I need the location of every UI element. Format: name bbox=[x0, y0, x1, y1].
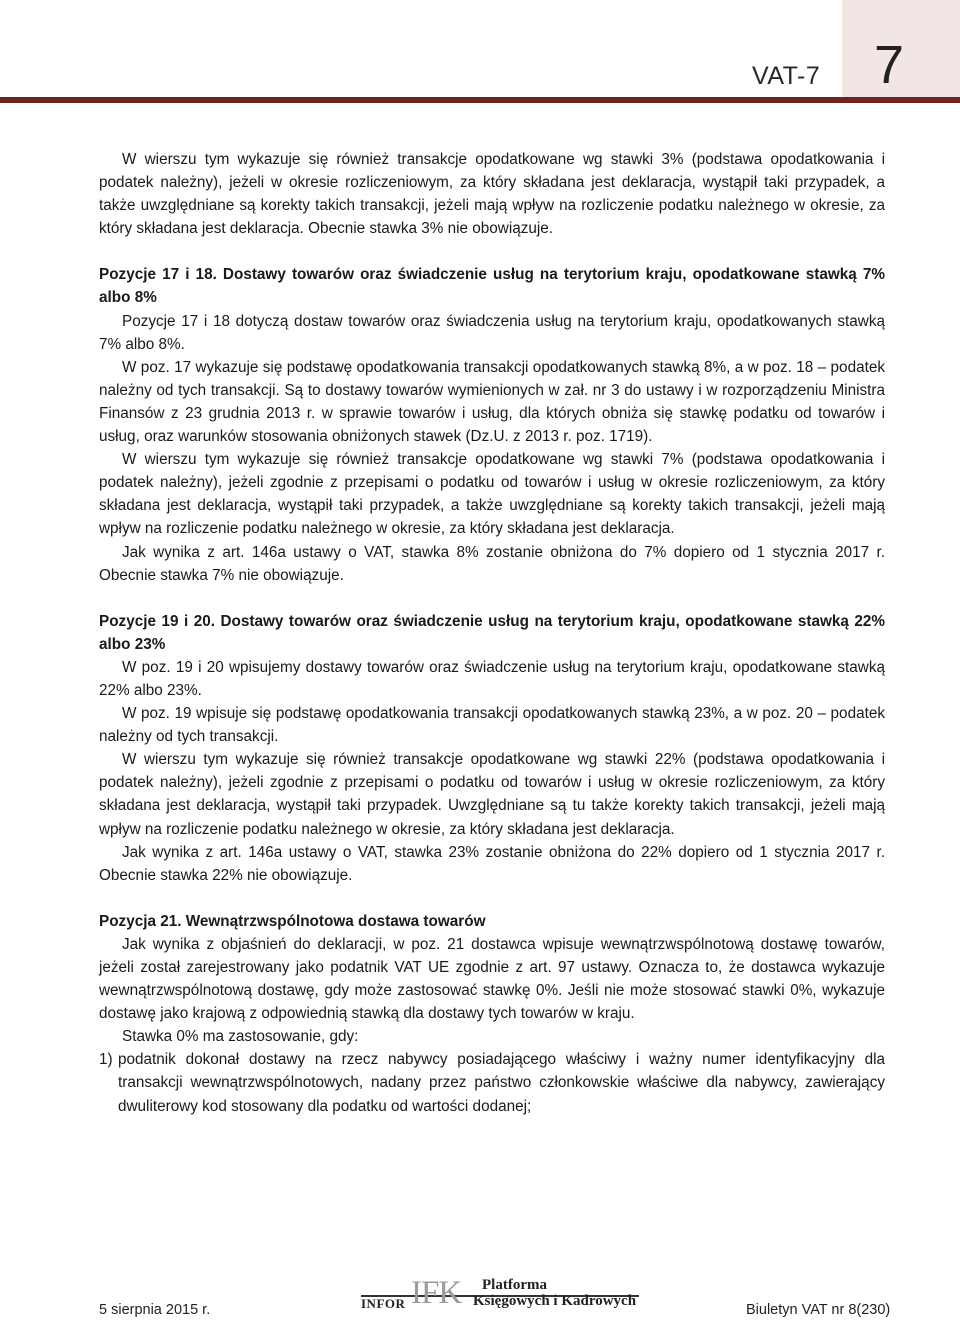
section-heading: Pozycje 17 i 18. Dostawy towarów oraz świadczenie usług na terytorium kraju, opodatkowane stawką 7% albo 8% bbox=[99, 266, 885, 307]
logo-infor-text: INFOR bbox=[361, 1296, 406, 1311]
infor-ifk-logo bbox=[361, 1276, 641, 1310]
paragraph: Jak wynika z objaśnień do deklaracji, w poz. 21 dostawca wpisuje wewnątrzwspólnotową dostawę towarów, jeżeli został zarejestrowany jako podatnik VAT UE zgodnie z art. 97 ustawy. Oznacza to, że dostawca wykazuje wewnątrzwspólnotową dostawę, gdy może zastosować stawkę 0%. Jeśli nie może stosować stawki 0%, wykazuje dostawę jako krajową z odpowiednią stawką dla dostawy tych towarów w kraju. bbox=[99, 935, 885, 1023]
list-item bbox=[99, 1048, 885, 1117]
list-item-number: 1) bbox=[99, 1051, 113, 1069]
paragraph: W poz. 19 i 20 wpisujemy dostawy towarów oraz świadczenie usług na terytorium kraju, opodatkowane stawką 22% albo 23%. bbox=[99, 658, 885, 699]
section-heading: Pozycje 19 i 20. Dostawy towarów oraz świadczenie usług na terytorium kraju, opodatkowane stawką 22% albo 23% bbox=[99, 612, 885, 653]
header-title: VAT-7 bbox=[752, 62, 821, 90]
page-number: 7 bbox=[874, 35, 905, 95]
list-item-text: podatnik dokonał dostawy na rzecz nabywcy posiadającego właściwy i ważny numer identyfikacyjny dla transakcji wewnątrzwspólnotowych, nadany przez państwo członkowskie właściwe dla nabywcy, zawierający dwuliterowy kod stosowany dla podatku od wartości dodanej; bbox=[118, 1051, 885, 1115]
footer-date: 5 sierpnia 2015 r. bbox=[99, 1302, 211, 1318]
paragraph: W poz. 19 wpisuje się podstawę opodatkowania transakcji opodatkowanych stawką 23%, a w poz. 20 – podatek należny od tych transakcji. bbox=[99, 705, 885, 746]
logo-subtitle-text: Księgowych i Kadrowych bbox=[473, 1293, 637, 1309]
paragraph: W wierszu tym wykazuje się również transakcje opodatkowane wg stawki 22% (podstawa opodatkowania i podatek należny), jeżeli zgodnie z przepisami o podatku od towarów i usług w okresie rozliczeniowym, za który składana jest deklaracja, wystąpił taki przypadek. Uwzględniane są tu także korekty takich transakcji, jeżeli mają wpływ na rozliczenie podatku należnego w okresie, za który składana jest deklaracja. bbox=[99, 751, 885, 838]
article-body bbox=[99, 148, 885, 1118]
paragraph: Pozycje 17 i 18 dotyczą dostaw towarów oraz świadczenia usług na terytorium kraju, opodatkowanych stawką 7% albo 8%. bbox=[99, 312, 885, 353]
logo-ifk-text: IFK bbox=[411, 1275, 462, 1311]
paragraph: W wierszu tym wykazuje się również transakcje opodatkowane wg stawki 3% (podstawa opodatkowania i podatek należny), jeżeli w okresie rozliczeniowym, za który składana jest deklaracja, wystąpił taki przypadek, a także uwzględniane są korekty takich transakcji, jeżeli mają wpływ na rozliczenie podatku należnego w okresie, za który składana jest deklaracja. Obecnie stawka 3% nie obowiązuje. bbox=[99, 151, 885, 238]
paragraph: Jak wynika z art. 146a ustawy o VAT, stawka 23% zostanie obniżona do 22% dopiero od 1 stycznia 2017 r. Obecnie stawka 22% nie obowiązuje. bbox=[99, 843, 885, 884]
logo-platform-text: Platforma bbox=[482, 1277, 547, 1293]
paragraph: Jak wynika z art. 146a ustawy o VAT, stawka 8% zostanie obniżona do 7% dopiero od 1 stycznia 2017 r. Obecnie stawka 7% nie obowiązuje. bbox=[99, 543, 885, 584]
header-rule bbox=[0, 97, 960, 103]
section-heading: Pozycja 21. Wewnątrzwspólnotowa dostawa towarów bbox=[99, 912, 486, 930]
paragraph: Stawka 0% ma zastosowanie, gdy: bbox=[122, 1028, 359, 1046]
paragraph: W wierszu tym wykazuje się również transakcje opodatkowane wg stawki 7% (podstawa opodatkowania i podatek należny), jeżeli zgodnie z przepisami o podatku od towarów i usług w okresie rozliczeniowym, za który składana jest deklaracja, wystąpił taki przypadek, a także uwzględniane są korekty takich transakcji, jeżeli mają wpływ na rozliczenie podatku należnego w okresie, za który składana jest deklaracja. bbox=[99, 451, 885, 538]
footer-issue: Biuletyn VAT nr 8(230) bbox=[746, 1302, 891, 1318]
paragraph: W poz. 17 wykazuje się podstawę opodatkowania transakcji opodatkowanych stawką 8%, a w poz. 18 – podatek należny od tych transakcji. Są to dostawy towarów wymienionych w zał. nr 3 do ustawy i w rozporządzeniu Ministra Finansów z 23 grudnia 2013 r. w sprawie towarów i usług, dla których obniża się stawkę podatku od towarów i usług, oraz warunków stosowania obniżonych stawek (Dz.U. z 2013 r. poz. 1719). bbox=[99, 358, 885, 446]
